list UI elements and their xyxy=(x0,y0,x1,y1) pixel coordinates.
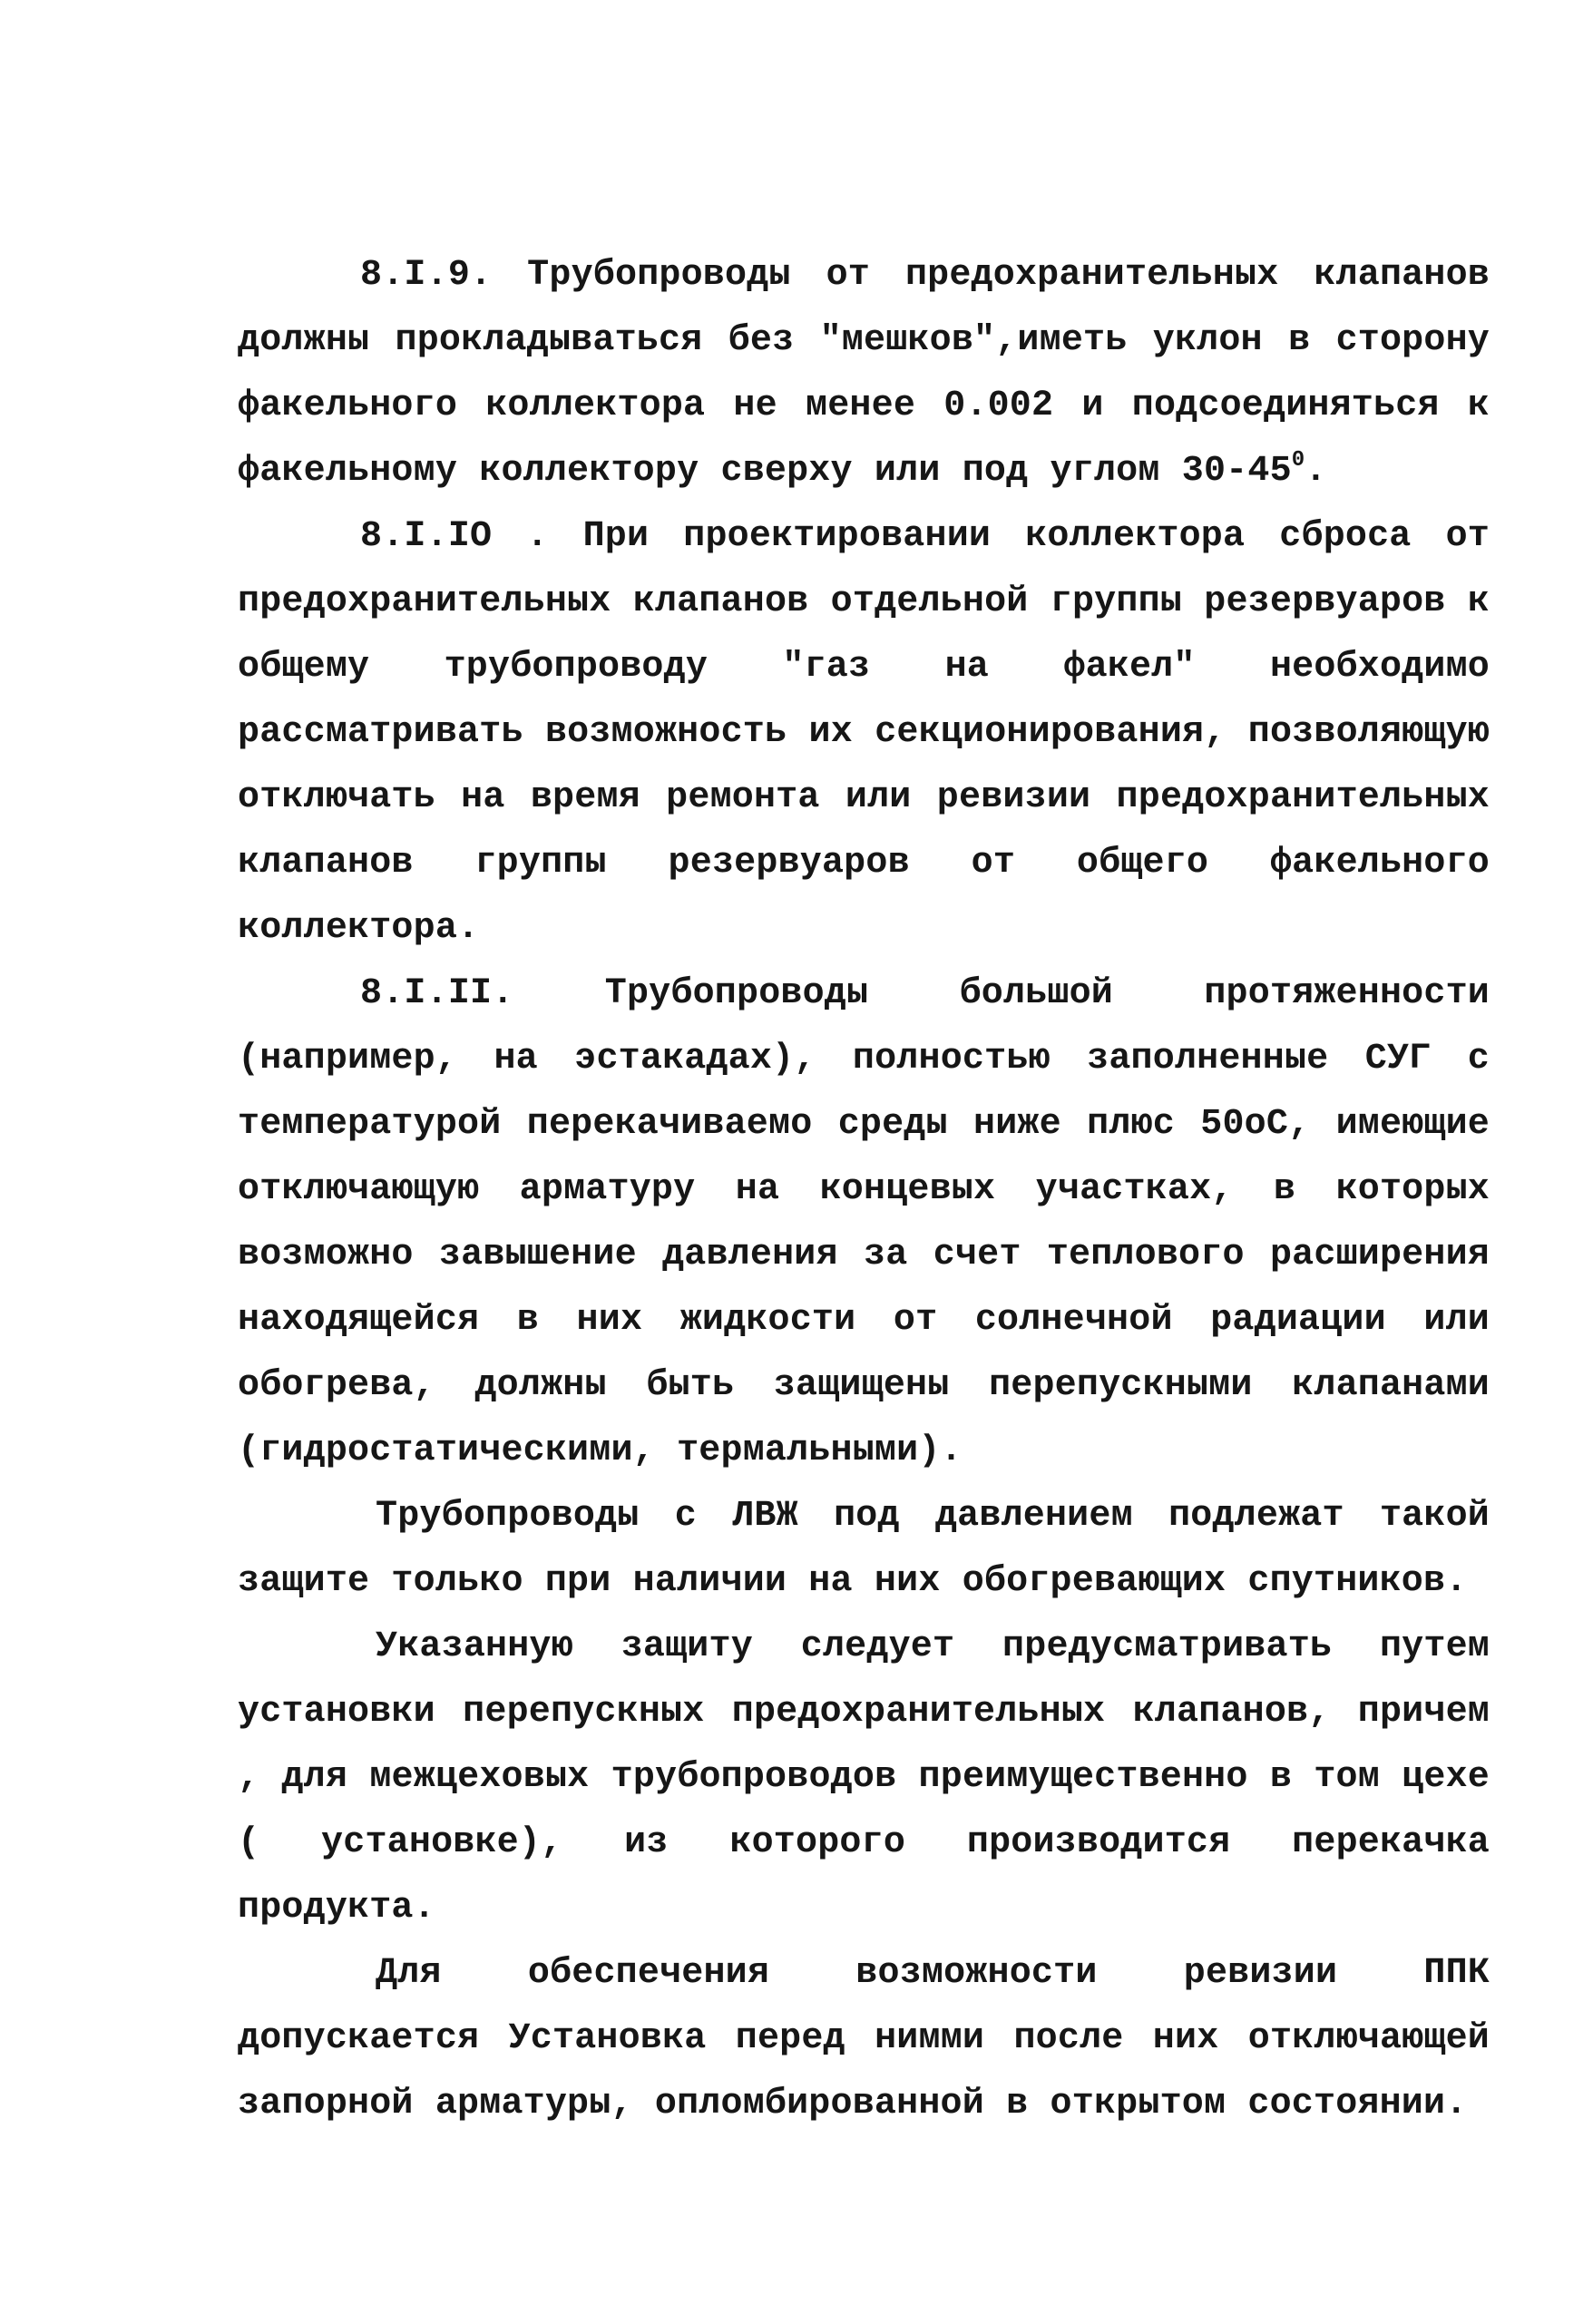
paragraph-8-1-9 xyxy=(238,243,1490,504)
paragraph-text: Указанную защиту следует предусматривать путем установки перепускных предохранительных клапанов, причем , для межцеховых трубопроводов преимущественно в том цехе ( установке), из которого производится перекачка продукта. xyxy=(238,1626,1490,1929)
degree-superscript: 0 xyxy=(1291,448,1305,473)
paragraph-tail: . xyxy=(1305,451,1327,492)
paragraph-text: Трубопроводы с ЛВЖ под давлением подлежат такой защите только при наличии на них обогревающих спутников. xyxy=(238,1496,1490,1602)
paragraph-text: 8.I.IO . При проектировании коллектора сброса от предохранительных клапанов отдельной группы резервуаров к общему трубопроводу "газ на факел" необходимо рассматривать возможность их секционирования, позволяющую отключать на время ремонта или ревизии предохранительных клапанов группы резервуаров от общего факельного коллектора. xyxy=(238,516,1490,949)
document-body xyxy=(238,243,1490,2137)
paragraph-lvzh-protection xyxy=(238,1484,1490,1615)
paragraph-text: 8.I.II. Трубопроводы большой протяженности (например, на эстакадах), полностью заполненные СУГ с температурой перекачиваемо среды ниже плюс 50оС, имеющие отключающую арматуру на концевых участках, в которых возможно завышение давления за счет теплового расширения находящейся в них жидкости от солнечной радиации или обогрева, должны быть защищены перепускными клапанами (гидростатическими, термальными). xyxy=(238,973,1490,1471)
paragraph-text: 8.I.9. Трубопроводы от предохранительных клапанов должны прокладываться без "мешков",иметь уклон в сторону факельного коллектора не менее 0.002 и подсоединяться к факельному коллектору сверху или под углом 30-45 xyxy=(238,255,1490,492)
paragraph-8-1-11 xyxy=(238,962,1490,1484)
paragraph-ppk-revision xyxy=(238,1941,1490,2137)
paragraph-8-1-10 xyxy=(238,504,1490,962)
paragraph-text: Для обеспечения возможности ревизии ППК допускается Установка перед нимми после них отключающей запорной арматуры, опломбированной в открытом состоянии. xyxy=(238,1953,1490,2124)
paragraph-bypass-valves xyxy=(238,1615,1490,1941)
